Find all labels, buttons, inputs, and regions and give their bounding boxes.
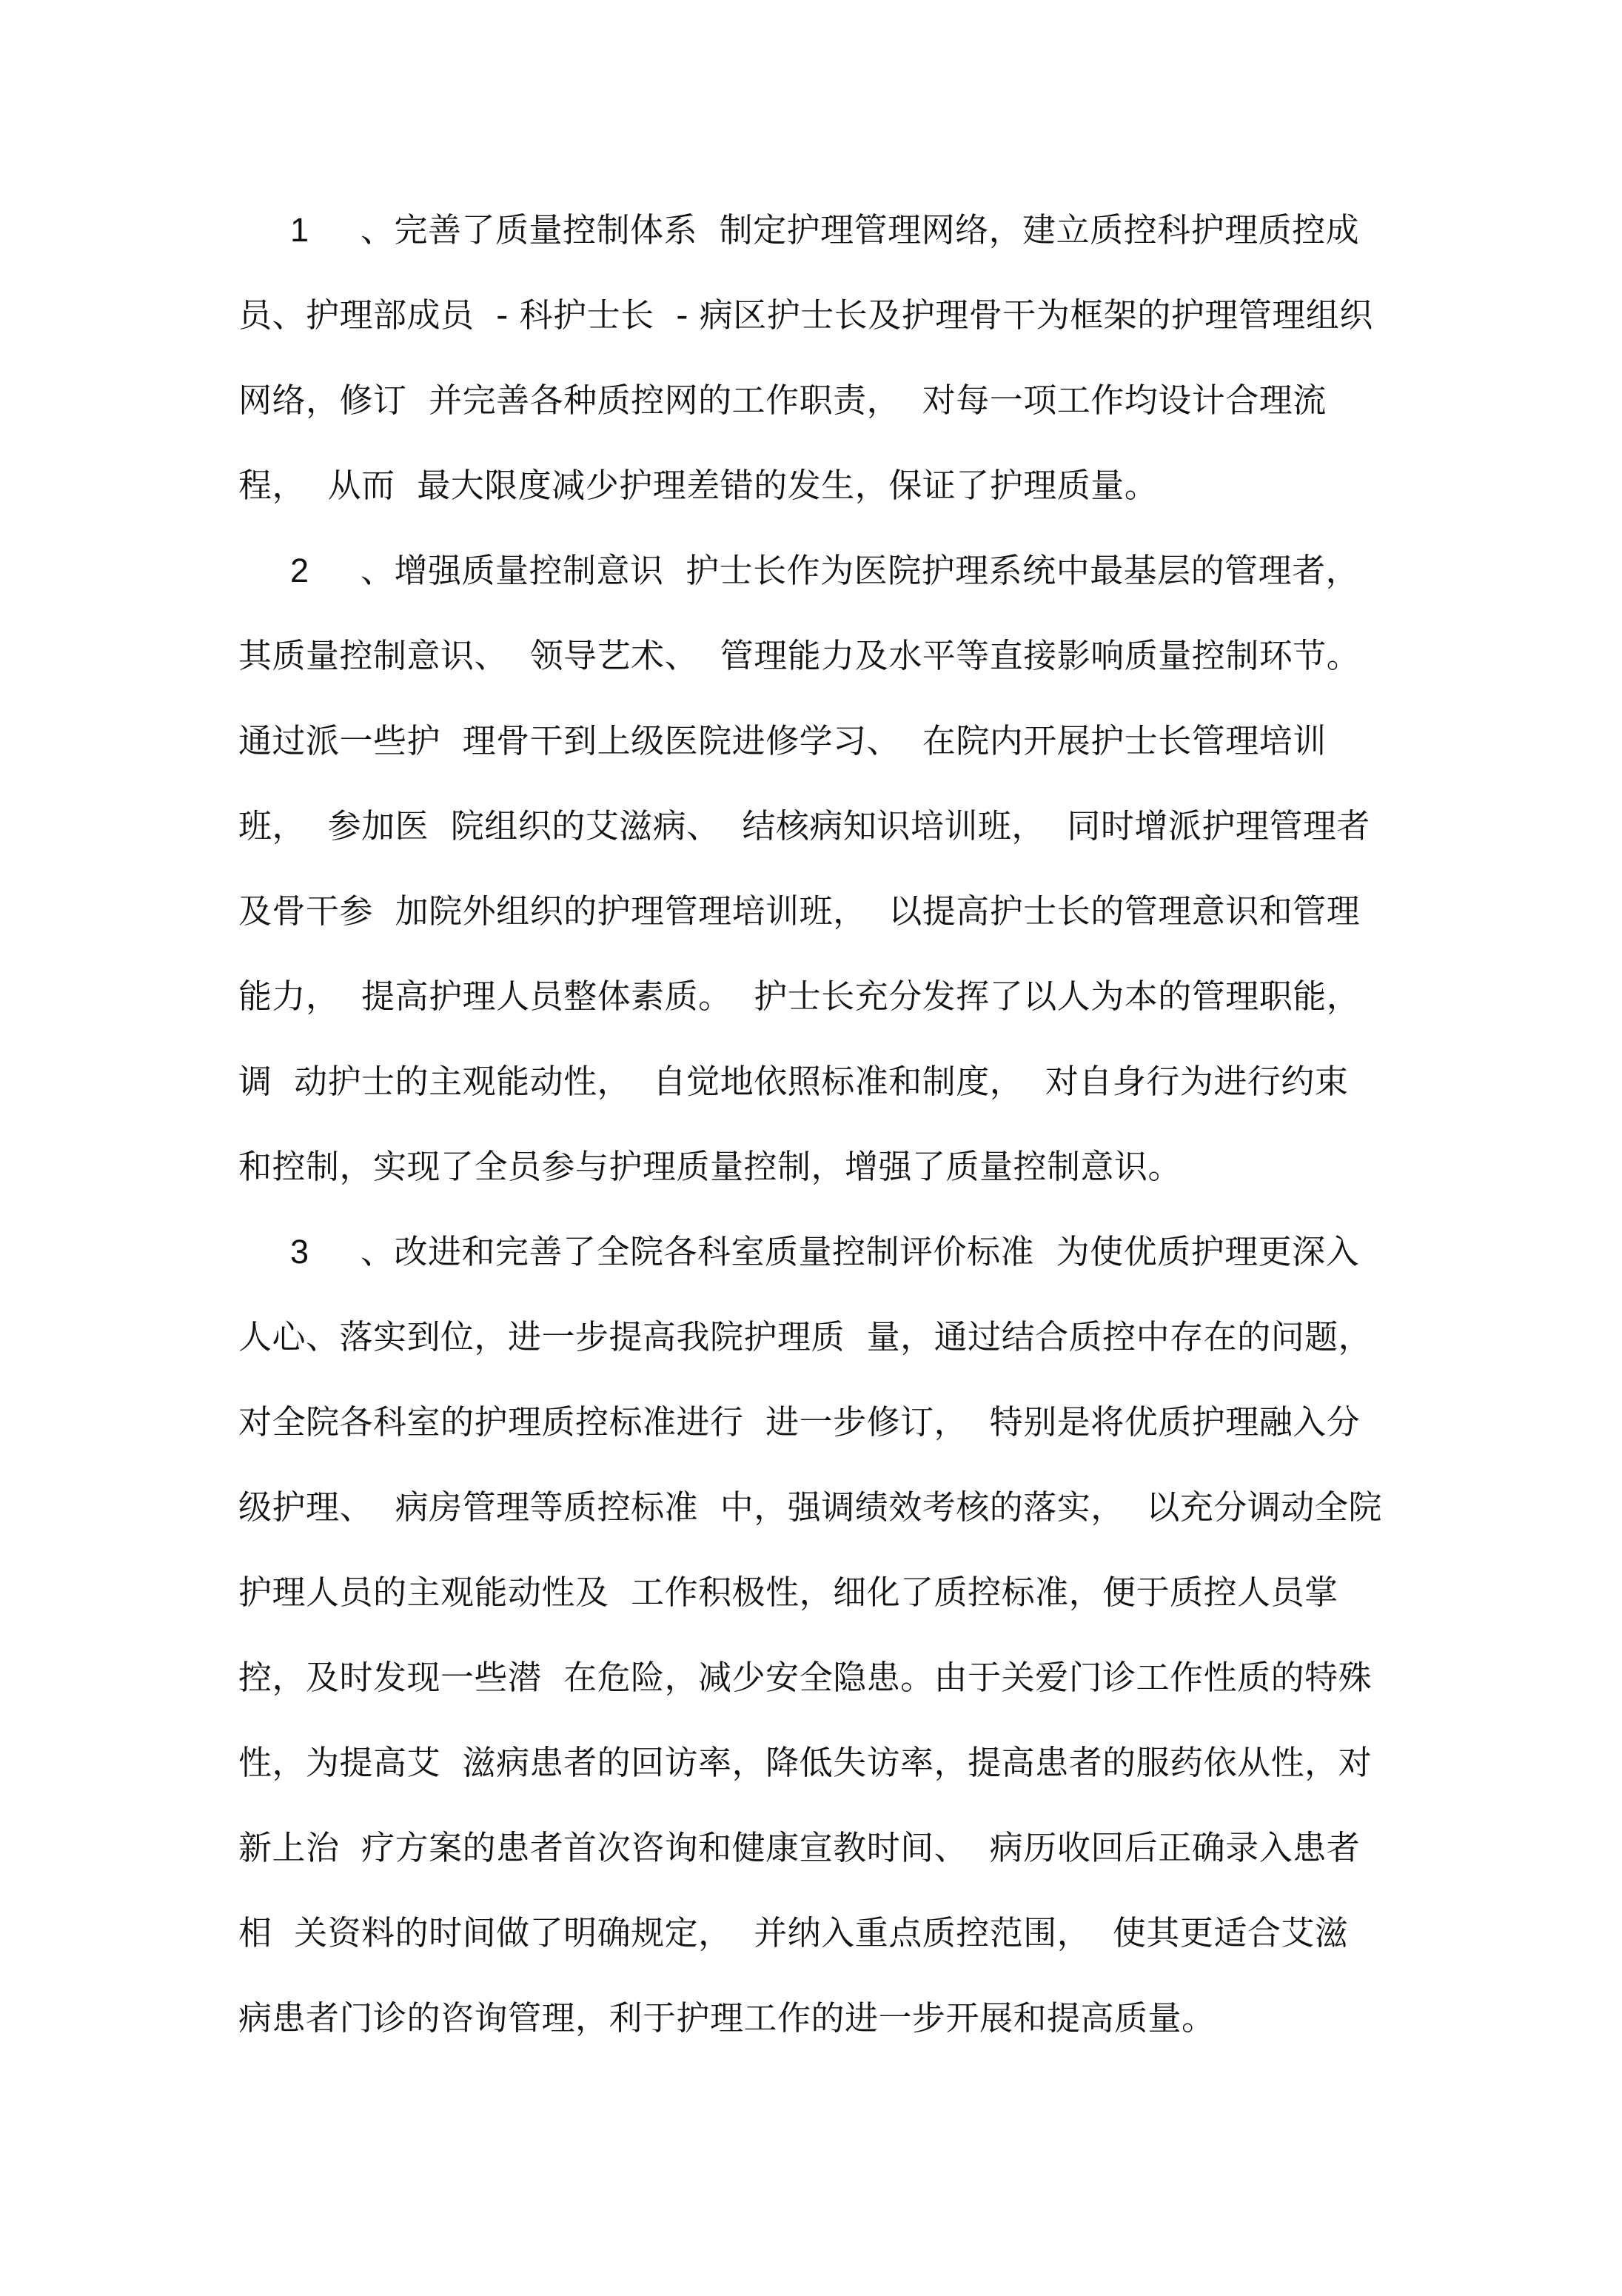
- section-1-text: 、完善了质量控制体系 制定护理管理网络，建立质控科护理质控成: [361, 210, 1360, 250]
- section-3-line-9: 相 关资料的时间做了明确规定， 并纳入重点质控范围， 使其更适合艾滋: [238, 1913, 1349, 1952]
- section-3-line-8: 新上治 疗方案的患者首次咨询和健康宣教时间、 病历收回后正确录入患者: [238, 1828, 1361, 1867]
- section-2-line-1: [238, 549, 1359, 593]
- section-2-number: 2: [290, 552, 309, 589]
- section-3-text: 、改进和完善了全院各科室质量控制评价标准 为使优质护理更深入: [361, 1232, 1360, 1271]
- section-3-line-10: 病患者门诊的咨询管理，利于护理工作的进一步开展和提高质量。: [238, 1998, 1216, 2038]
- section-1-number: 1: [290, 211, 309, 249]
- section-2-text: 、增强质量控制意识 护士长作为医院护理系统中最基层的管理者，: [361, 551, 1360, 590]
- section-3-number: 3: [290, 1233, 309, 1271]
- section-2-line-3: 通过派一些护 理骨干到上级医院进修学习、 在院内开展护士长管理培训: [238, 721, 1327, 760]
- section-2-line-8: 和控制，实现了全员参与护理质量控制，增强了质量控制意识。: [238, 1147, 1182, 1186]
- section-3-line-4: 级护理、 病房管理等质控标准 中，强调绩效考核的落实， 以充分调动全院: [238, 1487, 1382, 1527]
- section-1-line-1: [238, 208, 1359, 252]
- section-1-line-2: 员、护理部成员 - 科护士长 - 病区护士长及护理骨干为框架的护理管理组织: [238, 295, 1373, 335]
- section-2-line-7: 调 动护士的主观能动性， 自觉地依照标准和制度， 对自身行为进行约束: [238, 1062, 1349, 1101]
- section-1-line-3: 网络，修订 并完善各种质控网的工作职责， 对每一项工作均设计合理流: [238, 381, 1327, 420]
- section-3-line-5: 护理人员的主观能动性及 工作积极性，细化了质控标准，便于质控人员掌: [238, 1573, 1338, 1612]
- section-2-line-5: 及骨干参 加院外组织的护理管理培训班， 以提高护士长的管理意识和管理: [238, 891, 1361, 931]
- section-2-line-2: 其质量控制意识、 领导艺术、 管理能力及水平等直接影响质量控制环节。: [238, 636, 1361, 675]
- section-2-line-4: 班， 参加医 院组织的艾滋病、 结核病知识培训班， 同时增派护理管理者: [238, 806, 1370, 846]
- section-3-line-7: 性，为提高艾 滋病患者的回访率，降低失访率，提高患者的服药依从性，对: [238, 1743, 1373, 1782]
- section-3-line-1: [238, 1230, 1359, 1274]
- section-3-line-3: 对全院各科室的护理质控标准进行 进一步修订， 特别是将优质护理融入分: [238, 1402, 1361, 1442]
- section-3-line-2: 人心、落实到位，进一步提高我院护理质 量，通过结合质控中存在的问题，: [238, 1317, 1373, 1356]
- section-1-line-4: 程， 从而 最大限度减少护理差错的发生，保证了护理质量。: [238, 466, 1159, 505]
- section-2-line-6: 能力， 提高护理人员整体素质。 护士长充分发挥了以人为本的管理职能，: [238, 977, 1361, 1016]
- section-3-line-6: 控，及时发现一些潜 在危险，减少安全隐患。由于关爱门诊工作性质的特殊: [238, 1658, 1373, 1697]
